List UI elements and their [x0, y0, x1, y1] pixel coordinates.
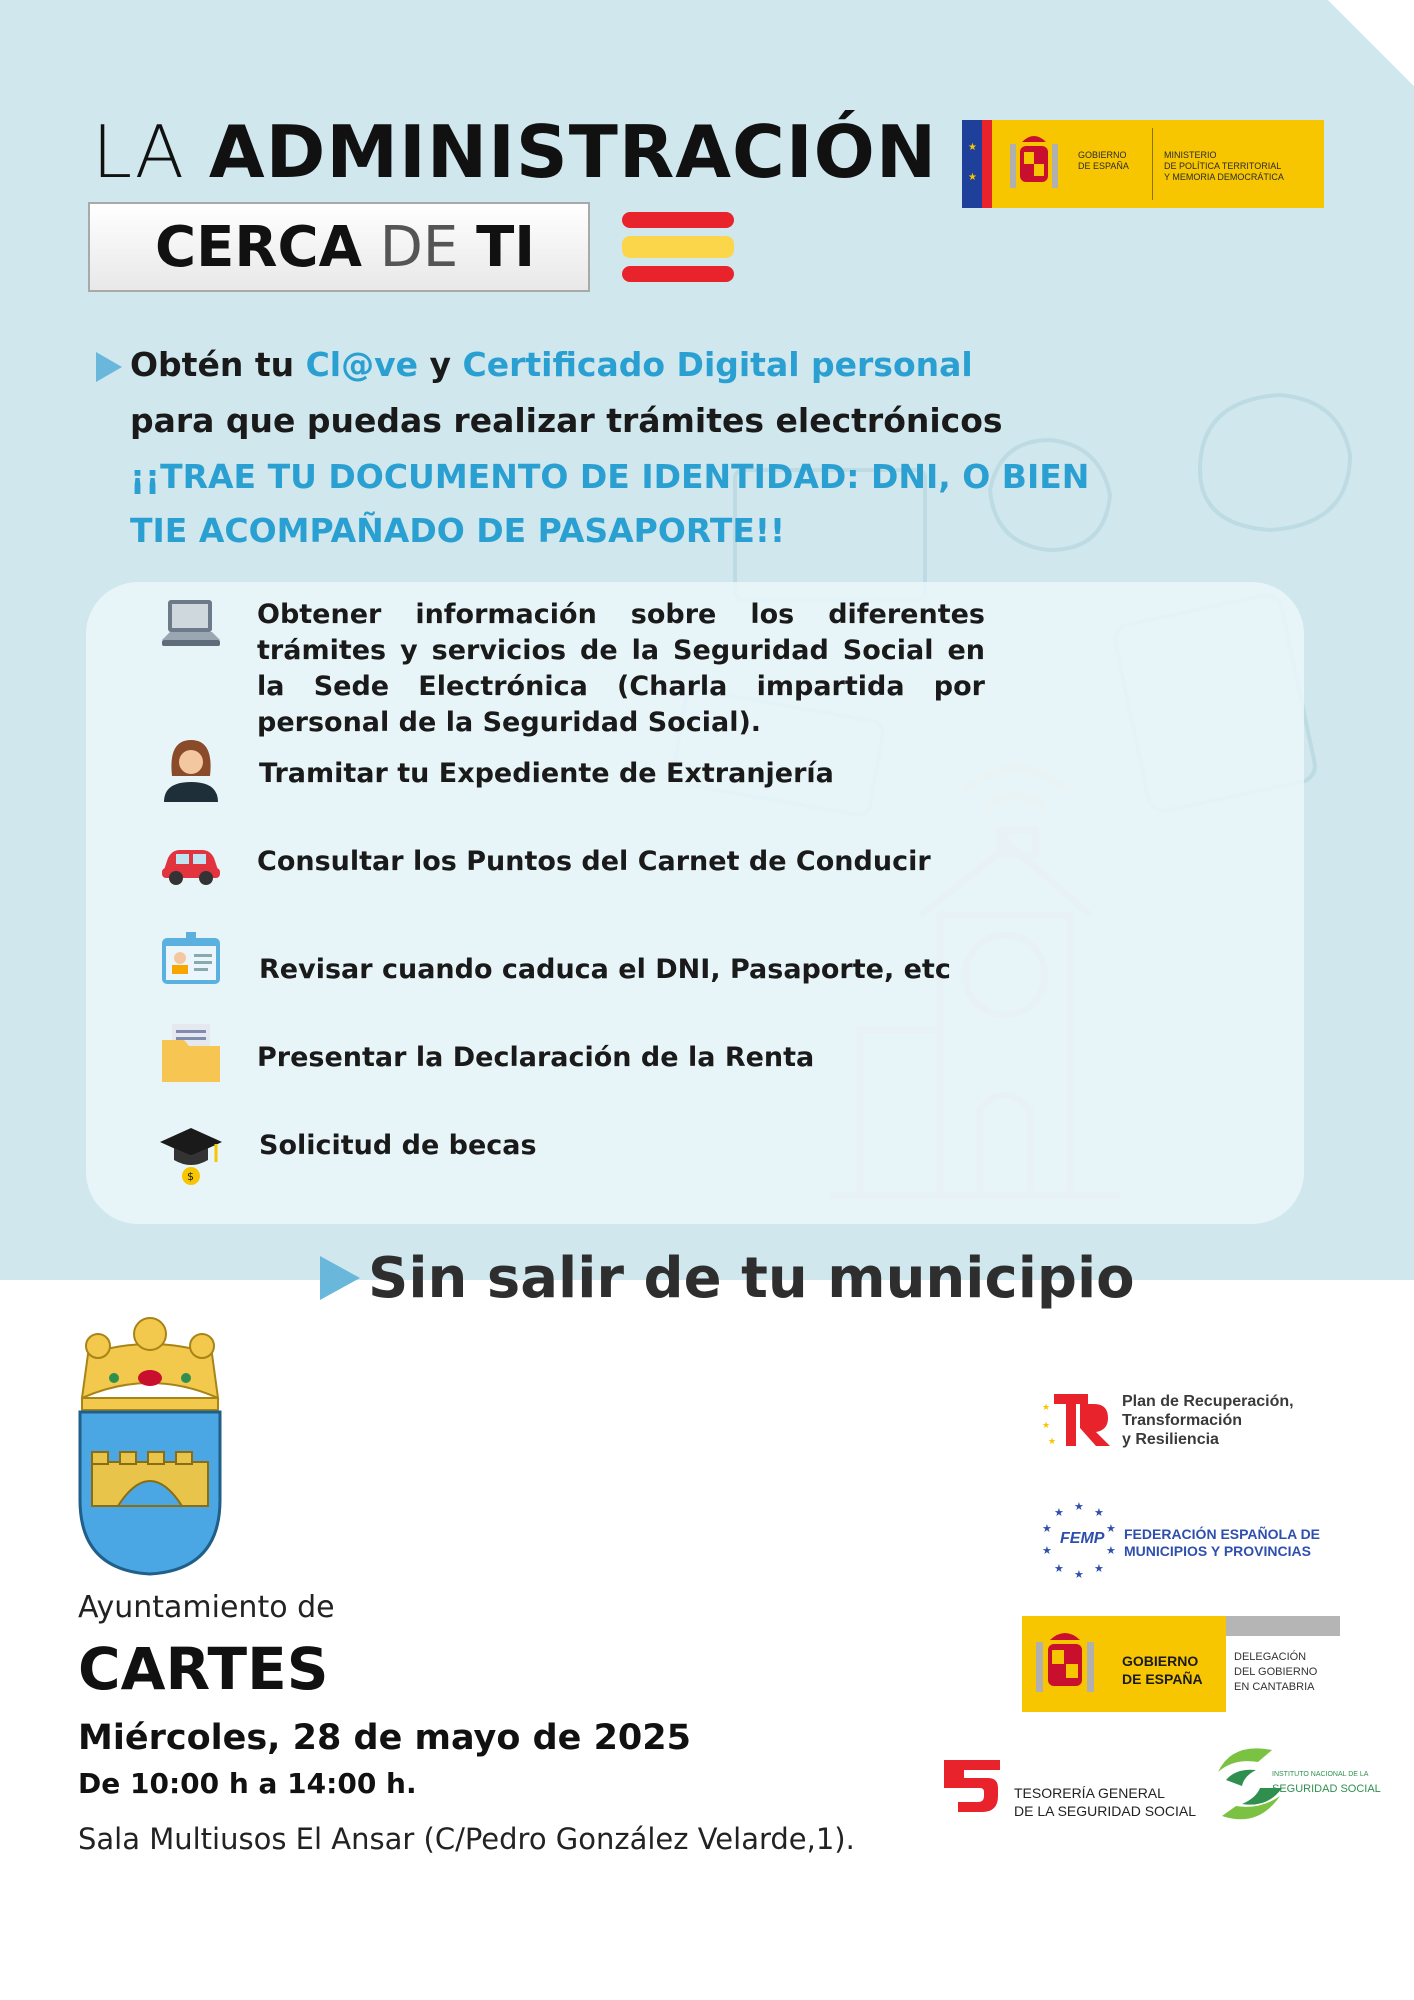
svg-text:★: ★	[1042, 1421, 1051, 1431]
graduation-cap-icon	[158, 1122, 224, 1188]
tagline: Sin salir de tu municipio	[368, 1246, 1135, 1311]
ministerio-line: MINISTERIO	[1164, 150, 1217, 160]
ministry-logo	[962, 120, 1324, 208]
intro-line-4: TIE ACOMPAÑADO DE PASAPORTE!!	[130, 511, 786, 550]
svg-text:★: ★	[1106, 1544, 1116, 1557]
subtitle-word-3: TI	[476, 215, 536, 280]
car-icon	[158, 828, 224, 894]
svg-text:★: ★	[1106, 1522, 1116, 1535]
service-item: Solicitud de becas	[259, 1130, 537, 1161]
service-item: Consultar los Puntos del Carnet de Conducir	[257, 846, 931, 877]
flag-stripe-yellow	[622, 236, 734, 258]
logo-line: DEL GOBIERNO	[1234, 1666, 1318, 1678]
event-location: Sala Multiusos El Ansar (C/Pedro González Velarde,1).	[78, 1822, 855, 1856]
event-time: De 10:00 h a 14:00 h.	[78, 1767, 417, 1800]
flag-stripe-red-bottom	[622, 266, 734, 282]
coat-of-arms-icon	[74, 1306, 226, 1578]
laptop-icon	[158, 594, 224, 660]
svg-text:★: ★	[968, 172, 977, 183]
clave-text: Cl@ve	[305, 345, 419, 384]
intro-text: Obtén tu	[130, 345, 306, 384]
title-bold: ADMINISTRACIÓN	[208, 110, 938, 194]
municipality-name: CARTES	[78, 1635, 329, 1703]
id-card-icon	[158, 928, 224, 994]
intro-line-1	[130, 338, 973, 392]
ayuntamiento-label: Ayuntamiento de	[78, 1590, 335, 1625]
svg-text:★: ★	[1094, 1562, 1104, 1575]
ministerio-text	[1164, 150, 1284, 183]
svg-text:★: ★	[1074, 1500, 1084, 1513]
eu-flag-icon	[962, 120, 992, 208]
inss-text-small: INSTITUTO NACIONAL DE LA	[1272, 1771, 1369, 1778]
play-arrow-icon	[320, 1256, 360, 1300]
plan-recuperacion-text	[1122, 1392, 1294, 1449]
subtitle-word-2: DE	[379, 215, 459, 280]
logo-line: Transformación	[1122, 1412, 1243, 1429]
femp-text	[1124, 1526, 1320, 1560]
inss-text: SEGURIDAD SOCIAL	[1272, 1783, 1381, 1795]
delegacion-bar	[1226, 1616, 1340, 1636]
svg-text:★: ★	[1042, 1403, 1051, 1413]
svg-text:★: ★	[968, 142, 977, 153]
intro-line-3: ¡¡TRAE TU DOCUMENTO DE IDENTIDAD: DNI, O BIEN	[130, 457, 1090, 496]
gobierno-text	[1078, 150, 1129, 172]
logo-line: y Resiliencia	[1122, 1431, 1219, 1448]
svg-text:$: $	[187, 1170, 194, 1183]
tesoreria-text	[1014, 1784, 1196, 1820]
flag-stripe-red-top	[622, 212, 734, 228]
coat-of-arms-icon	[1030, 1626, 1100, 1702]
logo-line: FEDERACIÓN ESPAÑOLA DE	[1124, 1526, 1321, 1542]
subtitle-word-1: CERCA	[155, 215, 362, 280]
certificado-text: Certificado Digital personal	[462, 345, 973, 384]
svg-text:★: ★	[1054, 1562, 1064, 1575]
femp-badge: FEMP	[1060, 1530, 1105, 1547]
ministerio-line: DE POLÍTICA TERRITORIAL	[1164, 161, 1282, 171]
svg-text:★: ★	[1094, 1506, 1104, 1519]
logo-line: MUNICIPIOS Y PROVINCIAS	[1124, 1543, 1311, 1559]
logo-line: TESORERÍA GENERAL	[1014, 1785, 1165, 1801]
logo-divider	[1152, 128, 1153, 200]
logo-line: EN CANTABRIA	[1234, 1681, 1315, 1693]
service-item: Tramitar tu Expediente de Extranjería	[259, 758, 834, 789]
svg-text:★: ★	[1074, 1568, 1084, 1580]
event-date: Miércoles, 28 de mayo de 2025	[78, 1718, 691, 1758]
svg-text:★: ★	[1054, 1506, 1064, 1519]
coat-of-arms-icon	[1006, 130, 1062, 198]
subtitle	[155, 216, 535, 280]
delegacion-text	[1234, 1650, 1317, 1695]
play-arrow-icon	[96, 352, 122, 382]
logo-line: DE LA SEGURIDAD SOCIAL	[1014, 1803, 1197, 1819]
plan-recuperacion-icon	[1040, 1386, 1116, 1450]
svg-text:★: ★	[1048, 1437, 1057, 1447]
tesoreria-icon	[942, 1756, 1002, 1816]
folder-icon	[158, 1020, 224, 1086]
service-item: Revisar cuando caduca el DNI, Pasaporte, etc	[259, 954, 951, 985]
logo-line: Plan de Recuperación,	[1122, 1393, 1294, 1410]
logo-line: DELEGACIÓN	[1234, 1651, 1307, 1663]
service-item: Presentar la Declaración de la Renta	[257, 1042, 815, 1073]
logo-line: DE ESPAÑA	[1122, 1671, 1203, 1687]
gobierno-line: DE ESPAÑA	[1078, 161, 1129, 171]
intro-text: y	[418, 345, 463, 384]
ministerio-line: Y MEMORIA DEMOCRÁTICA	[1164, 172, 1284, 182]
title-light: LA	[92, 110, 186, 194]
gobierno-line: GOBIERNO	[1078, 150, 1127, 160]
svg-text:★: ★	[1042, 1544, 1052, 1557]
gobierno-text	[1122, 1652, 1203, 1688]
service-item: Obtener información sobre los diferentes trámites y servicios de la Seguridad Social en la Sede Electrónica (Charla impartida por personal de la Seguridad Social).	[257, 599, 985, 738]
svg-text:★: ★	[1042, 1522, 1052, 1535]
woman-icon	[158, 736, 224, 802]
logo-line: GOBIERNO	[1122, 1653, 1199, 1669]
intro-line-2: para que puedas realizar trámites electrónicos	[130, 401, 1003, 440]
page-title	[92, 112, 937, 192]
